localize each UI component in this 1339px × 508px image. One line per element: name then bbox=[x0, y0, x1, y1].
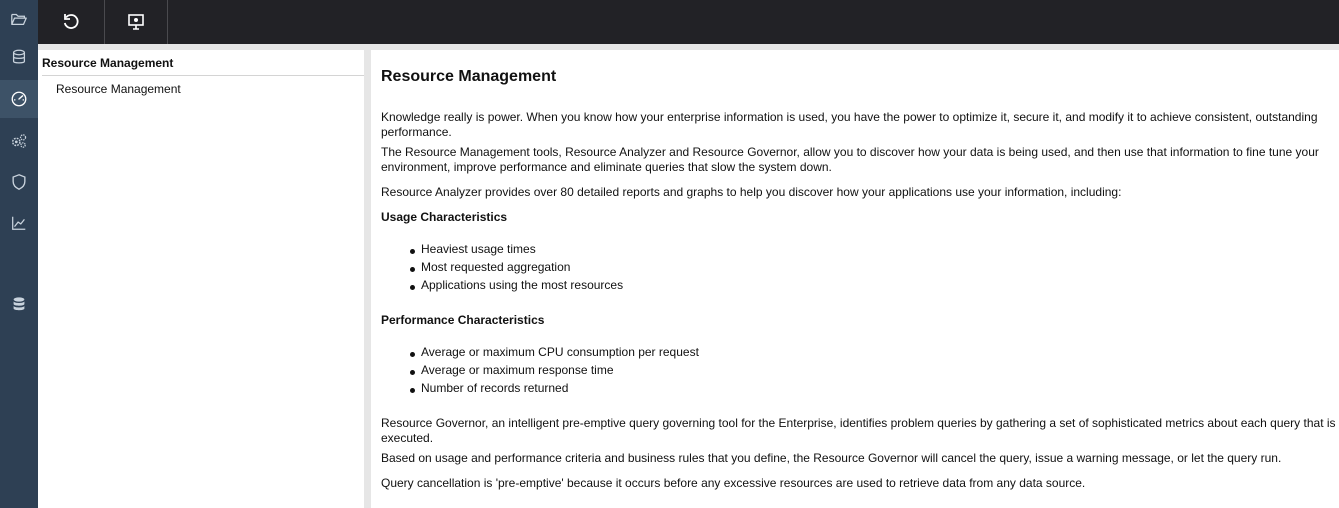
list-item: Average or maximum response time bbox=[409, 361, 699, 379]
monitor-settings-icon bbox=[126, 12, 146, 32]
tools-paragraph: The Resource Management tools, Resource Analyzer and Resource Governor, allow you to discover how your data is being used, and then use that information to fine tune your environment, improve performance and eliminate queries that slow the system down. bbox=[381, 145, 1319, 174]
usage-list bbox=[409, 240, 623, 294]
intro-paragraph: Knowledge really is power. When you know how your enterprise information is used, you have the power to optimize it, secure it, and modify it to achieve consistent, outstanding performance. bbox=[381, 110, 1318, 139]
refresh-icon bbox=[61, 12, 81, 32]
performance-list bbox=[409, 343, 699, 397]
list-item: Average or maximum CPU consumption per request bbox=[409, 343, 699, 361]
governor-paragraph: Resource Governor, an intelligent pre-emptive query governing tool for the Enterprise, identifies problem queries by gathering a set of sophisticated metrics about each query that is executed. bbox=[381, 416, 1336, 445]
list-item: Number of records returned bbox=[409, 379, 699, 397]
database-stack-icon bbox=[10, 295, 28, 313]
page-title: Resource Management bbox=[381, 68, 557, 85]
rail-item-settings[interactable] bbox=[0, 122, 38, 160]
navigation-tree-panel bbox=[38, 50, 364, 508]
analyzer-paragraph: Resource Analyzer provides over 80 detailed reports and graphs to help you discover how your applications use your information, including: bbox=[381, 185, 1122, 199]
database-icon bbox=[10, 48, 28, 66]
cancellation-paragraph: Query cancellation is 'pre-emptive' because it occurs before any excessive resources are used to retrieve data from any data source. bbox=[381, 476, 1086, 490]
list-item: Most requested aggregation bbox=[409, 258, 623, 276]
refresh-button[interactable] bbox=[38, 0, 105, 44]
list-item: Applications using the most resources bbox=[409, 276, 623, 294]
performance-heading: Performance Characteristics bbox=[381, 313, 545, 327]
folder-open-icon bbox=[10, 10, 28, 28]
rail-item-analytics[interactable] bbox=[0, 204, 38, 242]
rail-item-open[interactable] bbox=[0, 0, 38, 38]
tree-item-resource-management[interactable]: Resource Management bbox=[56, 82, 181, 96]
gears-icon bbox=[10, 132, 28, 150]
rail-item-storage[interactable] bbox=[0, 285, 38, 323]
trend-chart-icon bbox=[10, 214, 28, 232]
rail-item-security[interactable] bbox=[0, 163, 38, 201]
gauge-icon bbox=[10, 90, 28, 108]
rail-item-data[interactable] bbox=[0, 38, 38, 76]
display-settings-button[interactable] bbox=[105, 0, 168, 44]
top-toolbar bbox=[38, 0, 1339, 44]
content-panel bbox=[371, 50, 1339, 508]
list-item: Heaviest usage times bbox=[409, 240, 623, 258]
criteria-paragraph: Based on usage and performance criteria and business rules that you define, the Resource Governor will cancel the query, issue a warning message, or let the query run. bbox=[381, 451, 1282, 465]
rail-item-performance[interactable] bbox=[0, 80, 38, 118]
tree-header: Resource Management bbox=[42, 56, 364, 76]
usage-heading: Usage Characteristics bbox=[381, 210, 508, 224]
left-nav-rail bbox=[0, 0, 38, 508]
shield-icon bbox=[10, 173, 28, 191]
